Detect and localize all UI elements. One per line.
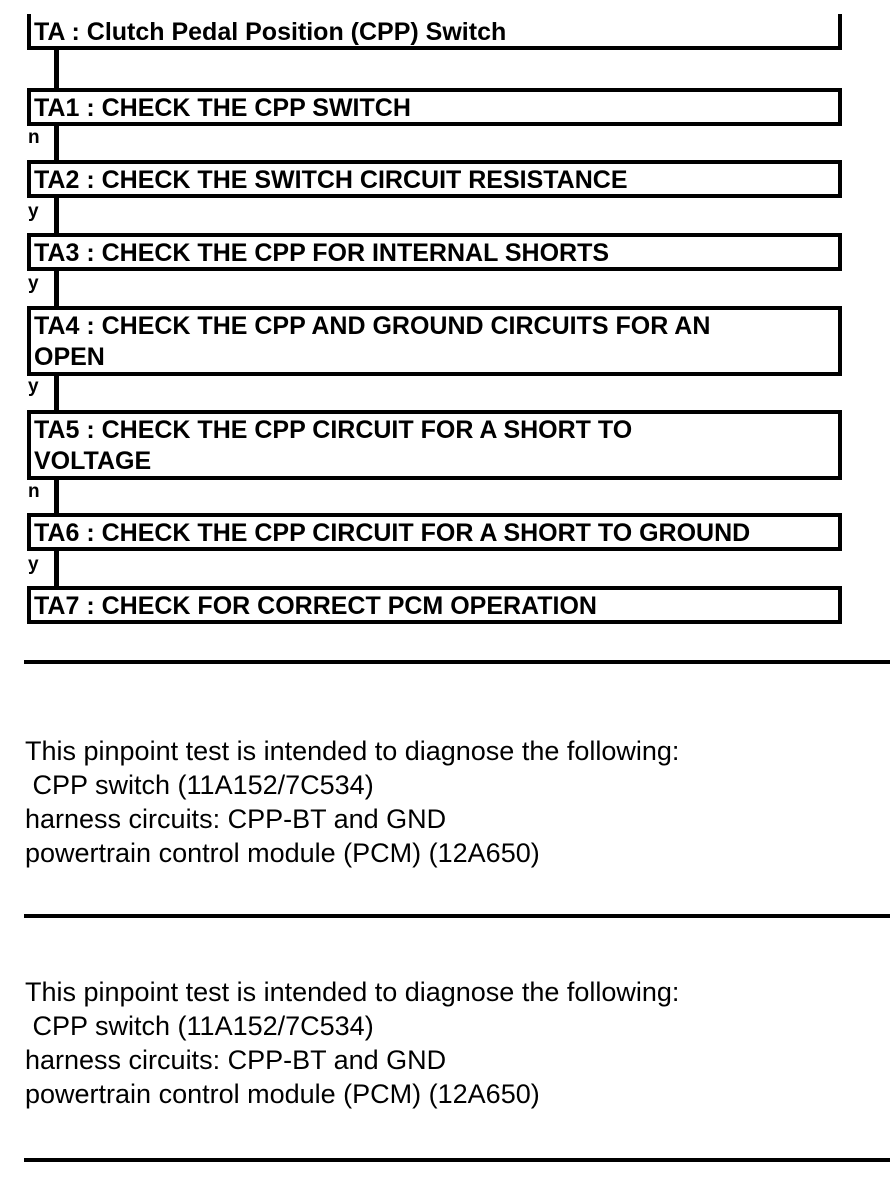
step-ta3[interactable] [27,233,842,271]
description-item: CPP switch (11A152/7C534) [25,1011,374,1041]
branch-label: n [28,127,40,148]
step-ta1[interactable] [27,88,842,126]
step-label: TA7 : CHECK FOR CORRECT PCM OPERATION [34,592,597,620]
description-item: harness circuits: CPP-BT and GND [25,1045,447,1075]
description-block [25,975,679,1111]
step-ta5[interactable] [27,410,842,480]
step-ta2[interactable] [27,160,842,198]
branch-label: y [28,201,39,222]
step-label: TA3 : CHECK THE CPP FOR INTERNAL SHORTS [34,239,610,267]
connector-line [54,551,59,586]
step-ta6[interactable] [27,513,842,551]
horizontal-divider [24,660,890,664]
connector-line [54,480,59,513]
step-ta4[interactable] [27,306,842,376]
connector-line [54,126,59,160]
step-label-line2: OPEN [34,343,105,371]
connector-line [54,198,59,233]
horizontal-divider [24,914,890,918]
test-title: TA : Clutch Pedal Position (CPP) Switch [34,18,507,46]
step-label [34,415,632,477]
step-label: TA2 : CHECK THE SWITCH CIRCUIT RESISTANCE [34,166,628,194]
branch-label: y [28,376,39,397]
description-item: CPP switch (11A152/7C534) [25,770,374,800]
description-intro: This pinpoint test is intended to diagnose the following: [25,736,680,766]
step-label: TA1 : CHECK THE CPP SWITCH [34,94,411,122]
connector-line [54,50,59,88]
title-box [27,14,842,50]
step-label-line2: VOLTAGE [34,447,152,475]
branch-label: y [28,554,39,575]
description-block [25,734,679,870]
step-label-line1: TA5 : CHECK THE CPP CIRCUIT FOR A SHORT TO [34,416,633,444]
step-label: TA6 : CHECK THE CPP CIRCUIT FOR A SHORT TO GROUND [34,519,751,547]
connector-line [54,271,59,306]
description-item: powertrain control module (PCM) (12A650) [25,838,540,868]
step-label [34,311,710,373]
description-item: powertrain control module (PCM) (12A650) [25,1079,540,1109]
connector-line [54,376,59,410]
description-intro: This pinpoint test is intended to diagnose the following: [25,977,680,1007]
branch-label: n [28,481,40,502]
horizontal-divider [24,1158,890,1162]
step-label-line1: TA4 : CHECK THE CPP AND GROUND CIRCUITS FOR AN [34,312,711,340]
branch-label: y [28,273,39,294]
step-ta7[interactable] [27,586,842,624]
description-item: harness circuits: CPP-BT and GND [25,804,447,834]
